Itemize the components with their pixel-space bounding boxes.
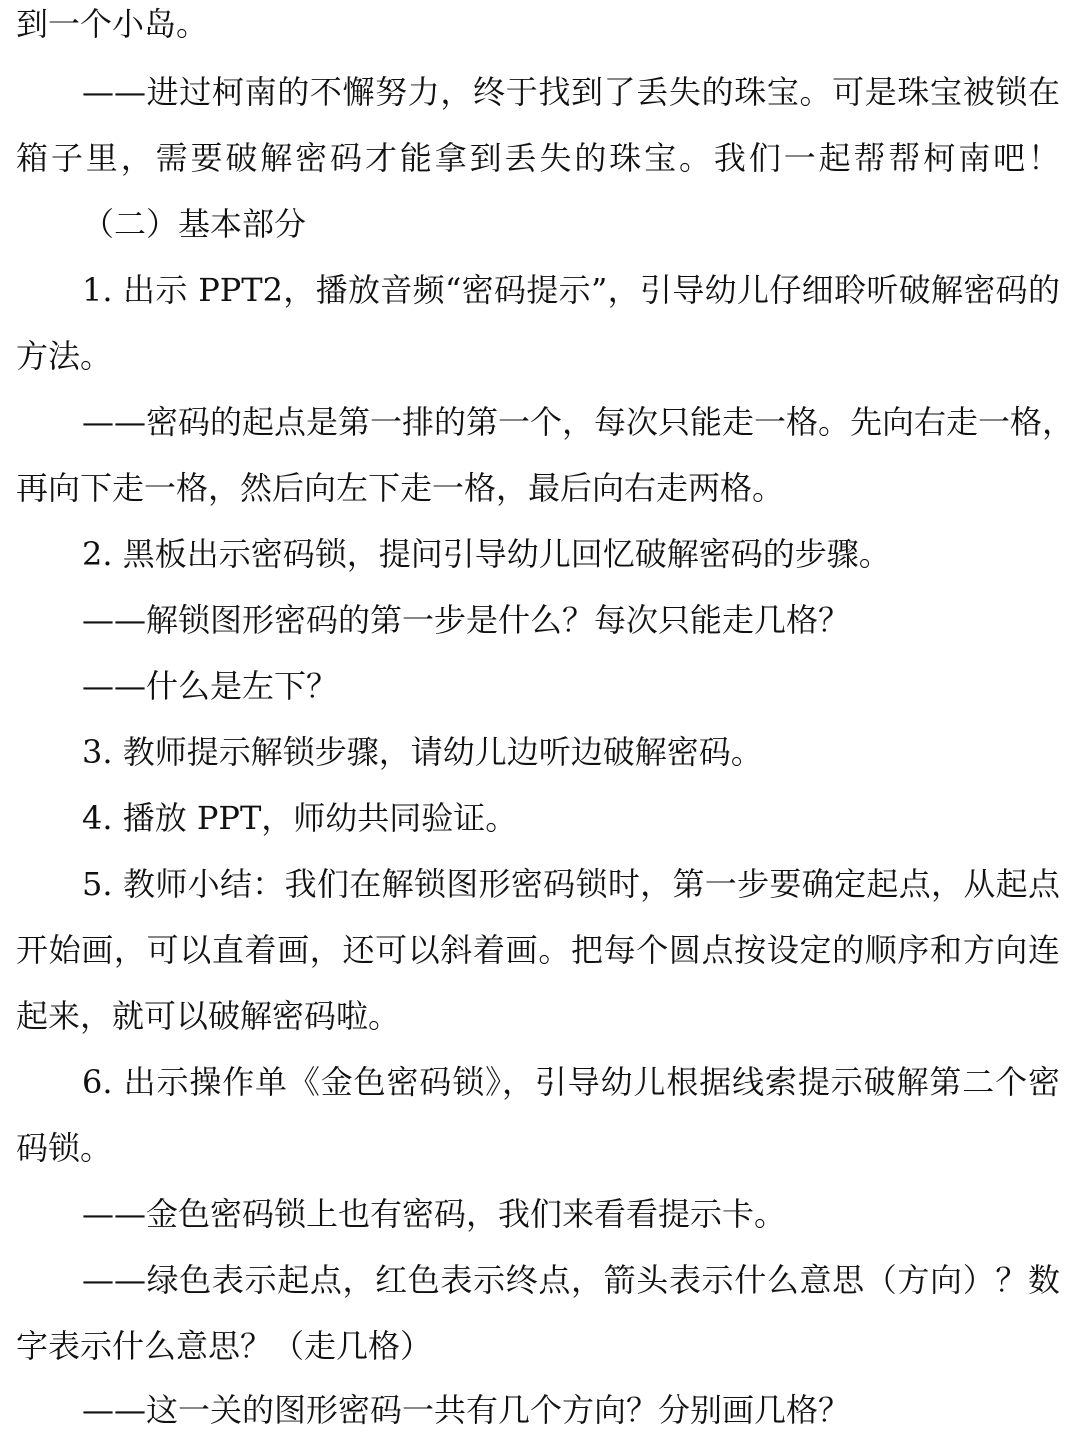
paragraph-line: ——解锁图形密码的第一步是什么？每次只能走几格？ <box>82 601 851 639</box>
paragraph-line: ——什么是左下？ <box>82 667 339 705</box>
paragraph-line: ——密码的起点是第一排的第一个，每次只能走一格。先向右走一格， <box>82 403 1075 441</box>
paragraph-line: 码锁。 <box>16 1129 113 1167</box>
paragraph-line: 3. 教师提示解锁步骤，请幼儿边听边破解密码。 <box>82 733 763 771</box>
section-heading: （二）基本部分 <box>82 205 307 243</box>
paragraph-line: ——金色密码锁上也有密码，我们来看看提示卡。 <box>82 1195 787 1233</box>
paragraph-line: 起来，就可以破解密码啦。 <box>16 997 401 1035</box>
paragraph-line: ——这一关的图形密码一共有几个方向？分别画几格？ <box>82 1391 851 1429</box>
paragraph-line: 到一个小岛。 <box>16 5 209 43</box>
paragraph-line: 1. 出示 PPT2，播放音频“密码提示”，引导幼儿仔细聆听破解密码的 <box>82 271 1060 309</box>
paragraph-line: 5. 教师小结：我们在解锁图形密码锁时，第一步要确定起点，从起点 <box>82 865 1060 903</box>
paragraph-line: 4. 播放 PPT，师幼共同验证。 <box>82 799 518 837</box>
paragraph-line: ——绿色表示起点，红色表示终点，箭头表示什么意思（方向）？数 <box>82 1261 1060 1299</box>
paragraph-line: 6. 出示操作单《金色密码锁》，引导幼儿根据线索提示破解第二个密 <box>82 1063 1060 1101</box>
paragraph-line: 方法。 <box>16 337 113 375</box>
paragraph-line: 2. 黑板出示密码锁，提问引导幼儿回忆破解密码的步骤。 <box>82 535 891 573</box>
paragraph-line: 再向下走一格，然后向左下走一格，最后向右走两格。 <box>16 469 785 507</box>
paragraph-line: 箱子里，需要破解密码才能拿到丢失的珠宝。我们一起帮帮柯南吧！ <box>16 139 1060 177</box>
paragraph-line: 开始画，可以直着画，还可以斜着画。把每个圆点按设定的顺序和方向连 <box>16 931 1060 969</box>
paragraph-line: ——进过柯南的不懈努力，终于找到了丢失的珠宝。可是珠宝被锁在 <box>82 73 1060 111</box>
paragraph-line: 字表示什么意思？（走几格） <box>16 1327 433 1365</box>
